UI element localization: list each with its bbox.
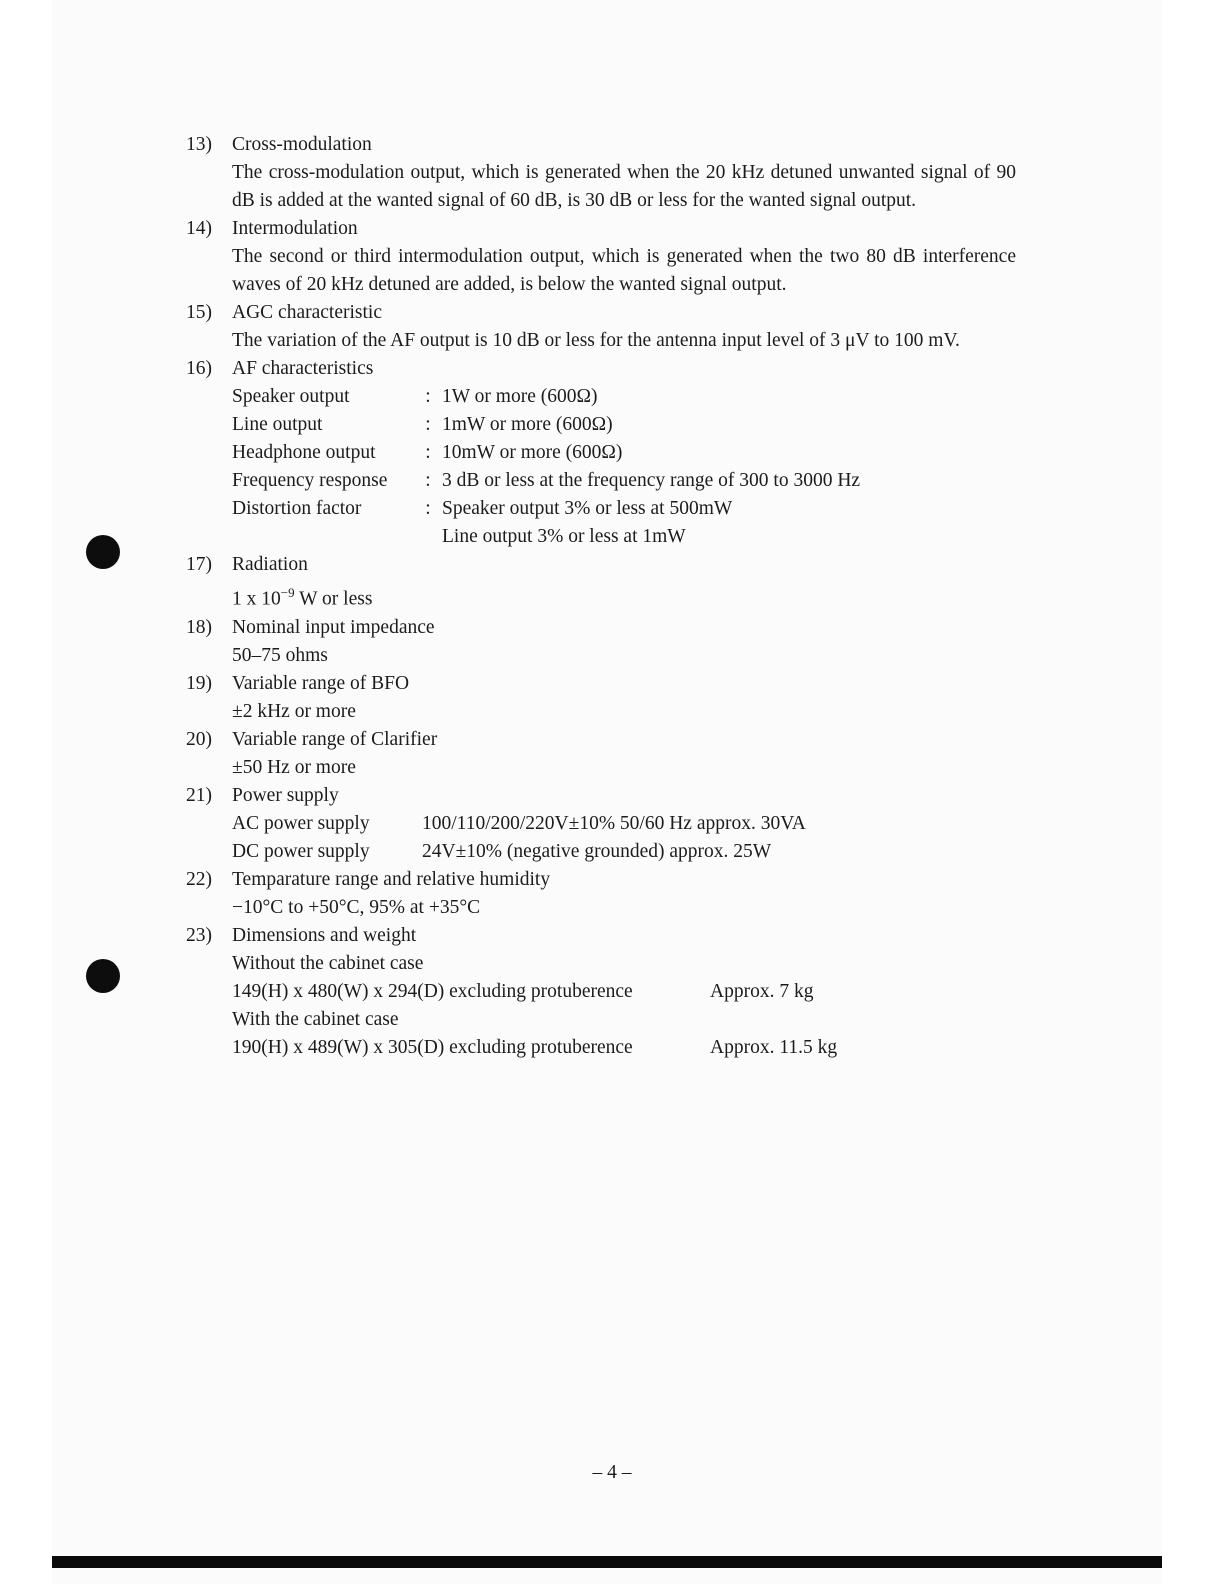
dimensions-value: 149(H) x 480(W) x 294(D) excluding protuberence [232,980,633,1002]
item-title: Nominal input impedance [232,616,435,638]
af-label: Speaker output [232,386,350,407]
dimensions-value: 190(H) x 489(W) x 305(D) excluding protuberence [232,1036,633,1058]
af-row-continuation [232,523,1016,551]
af-value: 1mW or more (600Ω) [442,414,613,435]
af-label: Line output [232,414,323,435]
item-title: Variable range of BFO [232,672,410,694]
spec-item-agc [186,299,1016,355]
page-number: – 4 – [592,1462,632,1483]
item-title: Cross-modulation [232,134,372,155]
item-value: ±2 kHz or more [232,700,356,722]
spec-item-bfo-range [186,670,1016,726]
power-row [232,810,1016,838]
item-number: 16) [186,358,212,379]
item-title: Dimensions and weight [232,924,417,946]
af-value: Speaker output 3% or less at 500mW [442,498,733,519]
item-title: Intermodulation [232,218,358,239]
af-label: Headphone output [232,442,376,463]
item-number: 15) [186,302,212,323]
spec-item-radiation [186,551,1016,614]
item-title: AGC characteristic [232,302,382,323]
item-value [232,579,1016,614]
dimensions-without-label: Without the cabinet case [232,952,424,974]
af-colon: : [425,414,431,435]
af-value: 1W or more (600Ω) [442,386,598,407]
power-value: 24V±10% (negative grounded) approx. 25W [422,840,772,862]
specifications-list [186,131,1016,1062]
dimensions-with-label: With the cabinet case [232,1008,399,1030]
item-title: Power supply [232,784,339,806]
item-number: 17) [186,554,212,575]
radiation-exponent: −9 [280,585,295,600]
af-row [232,411,1016,439]
item-title: Temparature range and relative humidity [232,868,551,890]
af-row [232,439,1016,467]
af-row [232,383,1016,411]
af-label: Frequency response [232,470,388,491]
item-number: 21) [186,784,212,806]
radiation-base: 1 x 10 [232,588,281,610]
spec-item-input-impedance [186,614,1016,670]
binder-hole-icon [86,959,120,993]
weight-value: Approx. 11.5 kg [710,1036,838,1058]
spec-item-af-characteristics [186,355,1016,551]
item-value: ±50 Hz or more [232,756,356,778]
af-colon: : [425,470,431,491]
af-colon: : [425,386,431,407]
power-label: DC power supply [232,840,370,862]
item-text: The variation of the AF output is 10 dB or less for the antenna input level of 3 μV to 100 mV. [232,330,960,351]
af-value: 10mW or more (600Ω) [442,442,623,463]
spec-item-temperature [186,866,1016,922]
item-value: 50–75 ohms [232,644,328,666]
binder-hole-icon [86,535,120,569]
item-number: 23) [186,924,212,946]
dimensions-row [232,1034,1016,1062]
power-label: AC power supply [232,812,370,834]
scan-edge-bar [52,1556,1162,1568]
weight-value: Approx. 7 kg [710,980,814,1002]
spec-item-clarifier-range [186,726,1016,782]
item-title: Radiation [232,554,308,575]
item-number: 19) [186,672,212,694]
item-number: 20) [186,728,212,750]
af-colon: : [425,442,431,463]
spec-item-dimensions [186,922,1016,1062]
item-number: 14) [186,218,212,239]
power-value: 100/110/200/220V±10% 50/60 Hz approx. 30VA [422,812,806,834]
item-number: 18) [186,616,212,638]
item-number: 13) [186,134,212,155]
af-label: Distortion factor [232,498,362,519]
spec-item-power-supply [186,782,1016,866]
af-colon: : [425,498,431,519]
item-number: 22) [186,868,212,890]
spec-item-cross-modulation [186,131,1016,215]
af-value: Line output 3% or less at 1mW [442,526,686,547]
power-row [232,838,1016,866]
item-value: −10°C to +50°C, 95% at +35°C [232,896,481,918]
item-text: The second or third intermodulation output, which is generated when the two 80 dB interference waves of 20 kHz detuned are added, is below the wanted signal output. [232,246,1016,295]
radiation-unit: W or less [299,588,373,610]
af-value: 3 dB or less at the frequency range of 300 to 3000 Hz [442,470,861,491]
item-title: Variable range of Clarifier [232,728,438,750]
item-title: AF characteristics [232,358,374,379]
dimensions-row [232,978,1016,1006]
spec-item-intermodulation [186,215,1016,299]
af-row [232,495,1016,523]
af-row [232,467,1016,495]
item-text: The cross-modulation output, which is generated when the 20 kHz detuned unwanted signal of 90 dB is added at the wanted signal of 60 dB, is 30 dB or less for the wanted signal output. [232,162,1016,211]
